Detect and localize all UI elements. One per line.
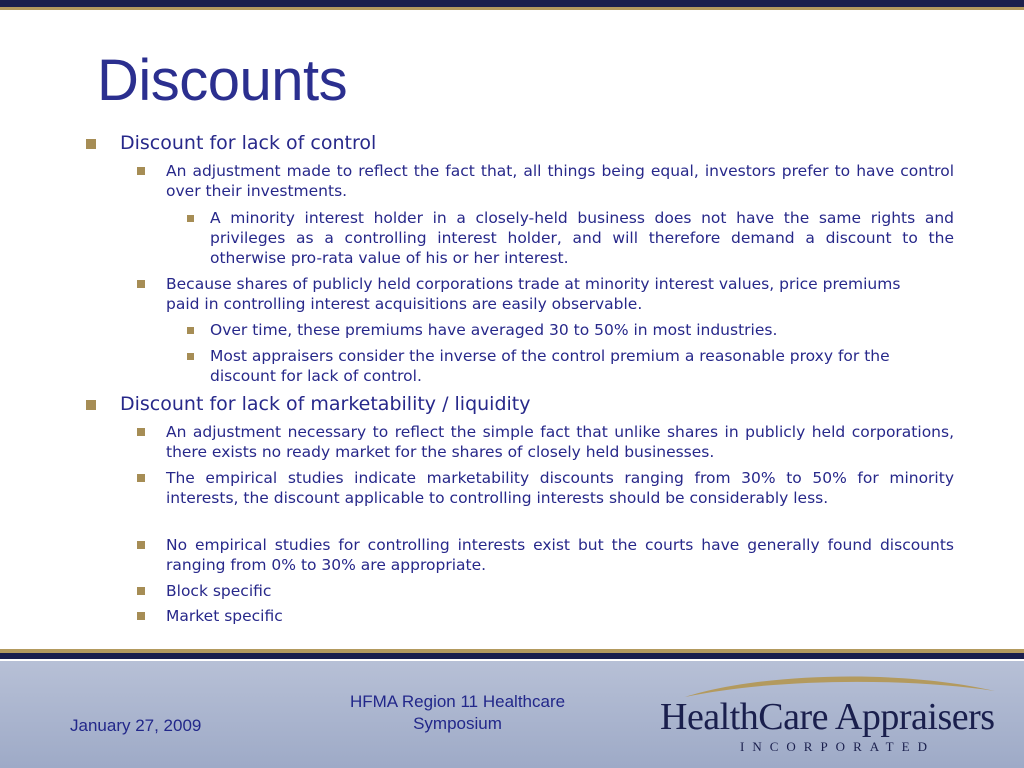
- outline-subitem-text: An adjustment made to reflect the fact that, all things being equal, investors prefer to have control over their investments.: [166, 162, 954, 200]
- outline-item-text: Discount for lack of control: [120, 132, 377, 154]
- company-logo: [660, 671, 1015, 761]
- logo-subtitle: INCORPORATED: [740, 739, 935, 754]
- outline-item-text: Discount for lack of marketability / liquidity: [120, 393, 531, 415]
- bullet-square-icon: [137, 167, 145, 175]
- outline-subitem-text: Block specific: [166, 582, 272, 600]
- outline-subsubitem-text: Over time, these premiums have averaged 30 to 50% in most industries.: [210, 321, 778, 339]
- outline-subitem-text: The empirical studies indicate marketability discounts ranging from 30% to 50% for minority interests, the discount applicable to controlling interests should be considerably less.: [166, 469, 954, 507]
- bullet-square-icon: [187, 353, 194, 360]
- footer-decorative-band: [0, 649, 1024, 661]
- outline-subitem-text: Market specific: [166, 607, 283, 625]
- outline-subitem-text: Because shares of publicly held corporations trade at minority interest values, price premiums paid in controlling interest acquisitions are easily observable.: [166, 275, 901, 313]
- outline-subitem-text: An adjustment necessary to reflect the simple fact that unlike shares in publicly held corporations, there exists no ready market for the shares of closely held businesses.: [166, 423, 954, 461]
- top-navy-stripe: [0, 0, 1024, 7]
- slide-title: Discounts: [97, 48, 348, 113]
- footer-date: January 27, 2009: [70, 716, 202, 735]
- outline-subsubitem-text: Most appraisers consider the inverse of the control premium a reasonable proxy for the discount for lack of control.: [210, 347, 890, 385]
- bullet-square-icon: [187, 327, 194, 334]
- footer-navy-stripe: [0, 653, 1024, 659]
- bullet-square-icon: [86, 139, 96, 149]
- outline-subsubitem-text: A minority interest holder in a closely-held business does not have the same rights and privileges as a controlling interest holder, and will therefore demand a discount to the otherwise pro-rata value of his or her interest.: [210, 209, 954, 267]
- footer-event-name: HFMA Region 11 Healthcare Symposium: [349, 692, 566, 733]
- top-decorative-band: [0, 0, 1024, 12]
- bullet-square-icon: [137, 280, 145, 288]
- outline-subitem-text: No empirical studies for controlling interests exist but the courts have generally found discounts ranging from 0% to 30% are appropriate.: [166, 536, 954, 574]
- bullet-square-icon: [137, 428, 145, 436]
- slide-footer: [0, 661, 1024, 768]
- bullet-square-icon: [137, 587, 145, 595]
- bullet-square-icon: [137, 541, 145, 549]
- bullet-square-icon: [86, 400, 96, 410]
- bullet-square-icon: [137, 474, 145, 482]
- logo-wordmark: HealthCare Appraisers: [660, 696, 995, 738]
- bullet-square-icon: [137, 612, 145, 620]
- bullet-square-icon: [187, 215, 194, 222]
- top-gold-stripe: [0, 7, 1024, 10]
